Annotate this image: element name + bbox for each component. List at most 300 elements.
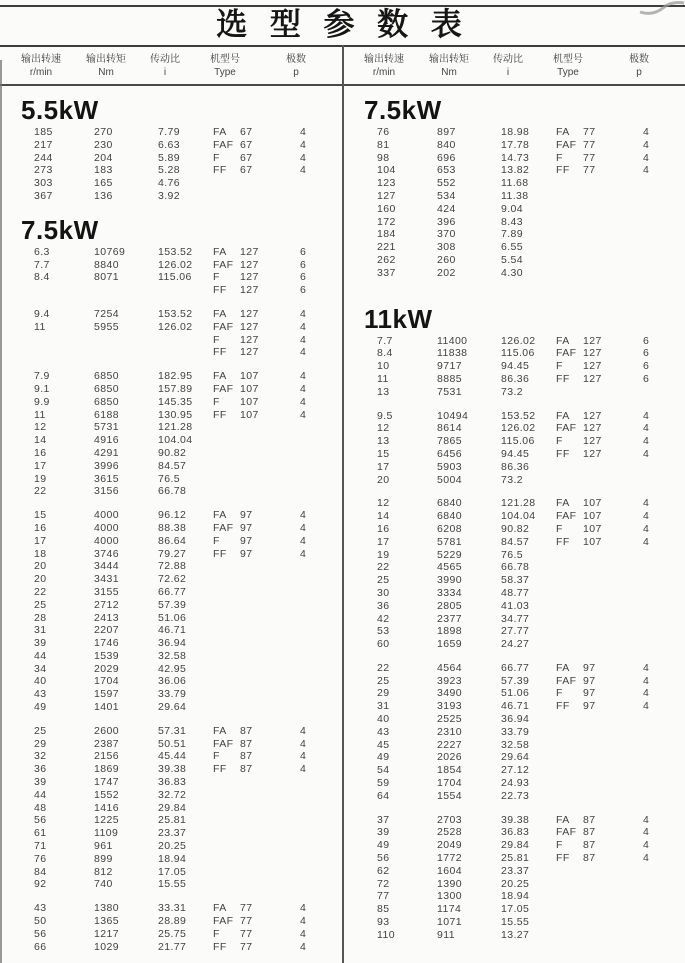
cell-type-size: 127 [240,307,259,320]
cell-type-prefix: F [213,927,220,940]
cell-speed: 11 [34,408,46,421]
cell-speed: 43 [34,688,47,701]
cell-ratio: 153.52 [158,245,193,258]
cell-speed: 43 [34,902,47,915]
table-row [343,448,685,461]
cell-type-size: 127 [240,271,259,284]
cell-speed: 18 [34,547,47,560]
cell-ratio: 66.77 [158,585,187,598]
cell-ratio: 73.2 [501,473,524,486]
cell-type-prefix: FF [556,700,570,713]
cell-type-size: 107 [240,382,259,395]
cell-speed: 92 [34,878,47,891]
table-row [343,228,685,241]
cell-torque: 6840 [437,510,462,523]
table-row [343,164,685,177]
cell-type-prefix [213,434,240,447]
cell-speed: 56 [377,852,390,865]
cell-type-prefix: FAF [556,422,577,435]
cell-poles [300,701,340,714]
table-row [0,789,342,802]
cell-poles [643,790,683,803]
cell-speed: 15 [377,447,390,460]
cell-type-size [583,216,643,229]
cell-type-size [240,802,300,815]
cell-speed: 172 [377,215,396,228]
table-row [343,241,685,254]
cell-type-prefix [556,625,583,638]
cell-type-size [583,777,643,790]
cell-poles: 4 [300,307,307,320]
cell-type-prefix [556,713,583,726]
table-row [343,139,685,152]
column-header-unit: Type [557,67,579,78]
column-header-label: 输出转速 [364,54,404,65]
cell-type-prefix: FF [556,372,570,385]
cell-type-prefix [213,688,240,701]
table-row [0,701,342,714]
cell-speed: 93 [377,916,390,929]
cell-type-prefix [213,460,240,473]
table-row [343,474,685,487]
cell-torque: 2600 [94,724,119,737]
cell-speed: 217 [34,138,53,151]
cell-ratio: 18.94 [158,852,187,865]
cell-type-prefix: FAF [213,737,234,750]
cell-type-size [583,461,643,474]
cell-speed: 17 [34,534,47,547]
cell-ratio: 29.84 [501,839,530,852]
cell-speed: 19 [377,548,390,561]
cell-type-prefix: F [213,395,220,408]
cell-torque: 897 [437,126,456,138]
cell-type-size [240,701,300,714]
cell-speed: 56 [34,927,47,940]
cell-speed: 77 [377,890,390,903]
table-row [343,267,685,280]
cell-poles: 4 [643,138,650,151]
cell-type-prefix: FF [213,763,227,776]
cell-type-size: 77 [240,902,253,915]
cell-torque: 204 [94,151,113,164]
cell-ratio: 86.64 [158,534,187,547]
cell-torque: 396 [437,215,456,228]
cell-poles [300,878,340,891]
cell-ratio: 4.30 [501,266,524,279]
cell-speed: 22 [377,661,390,674]
column-header-label: 机型号 [210,54,240,65]
cell-speed: 7.9 [34,370,50,383]
cell-type-prefix [213,853,240,866]
cell-type-size [240,789,300,802]
column-header-3 [543,53,593,79]
cell-type-prefix: FAF [213,138,234,151]
cell-ratio: 5.28 [158,164,181,177]
cell-speed: 62 [377,864,390,877]
cell-ratio [158,284,213,297]
cell-torque: 8614 [437,422,462,435]
cell-poles [643,600,683,613]
cell-ratio: 96.12 [158,509,187,522]
cell-type-prefix: FF [556,535,570,548]
cell-type-prefix [556,177,583,190]
cell-poles [300,663,340,676]
cell-torque: 1554 [437,789,462,802]
cell-type-size [583,739,643,752]
cell-type-size [583,790,643,803]
cell-torque: 1539 [94,649,119,662]
cell-type-prefix [213,802,240,815]
cell-speed: 44 [34,649,47,662]
cell-torque: 6850 [94,382,119,395]
cell-ratio: 28.89 [158,915,187,928]
cell-speed: 84 [34,865,47,878]
cell-speed: 20 [34,560,47,573]
cell-type-prefix [556,254,583,267]
cell-torque: 552 [437,177,456,190]
cell-ratio: 33.79 [158,688,187,701]
cell-poles [300,447,340,460]
cell-speed: 31 [34,624,47,637]
cell-type-size [583,638,643,651]
cell-poles: 4 [643,522,650,535]
cell-type-prefix: FF [213,547,227,560]
cell-type-prefix [213,560,240,573]
row-group [343,662,685,803]
cell-type-prefix [213,789,240,802]
table-row [343,826,685,839]
cell-type-size [240,853,300,866]
header-group-right [343,48,685,84]
table-row [343,461,685,474]
cell-type-prefix [556,751,583,764]
table-row [343,726,685,739]
cell-ratio: 104.04 [501,510,536,523]
cell-poles [643,267,683,280]
cell-speed: 22 [34,485,47,498]
cell-poles: 4 [643,674,650,687]
cell-poles: 4 [643,687,650,700]
cell-ratio: 76.5 [501,548,524,561]
cell-poles [643,878,683,891]
cell-type-prefix: FF [213,940,227,953]
cell-ratio: 153.52 [158,307,193,320]
cell-ratio: 24.27 [501,638,530,651]
cell-ratio: 121.28 [501,497,536,510]
table-row [0,915,342,928]
cell-speed: 54 [377,764,390,777]
cell-type-prefix [556,916,583,929]
cell-type-prefix: FF [213,164,227,177]
cell-ratio: 121.28 [158,421,193,434]
cell-speed: 110 [377,928,395,941]
cell-type-size: 127 [583,435,602,448]
cell-ratio: 51.06 [501,687,530,700]
cell-ratio: 6.63 [158,138,181,151]
row-group [0,126,342,203]
table-row [343,764,685,777]
cell-type-size [240,573,300,586]
cell-type-prefix [213,814,240,827]
cell-ratio: 157.89 [158,382,193,395]
header-group-left [0,48,342,84]
table-row [0,152,342,165]
cell-speed: 9.1 [34,382,50,395]
cell-ratio: 51.06 [158,611,187,624]
cell-type-prefix [213,586,240,599]
cell-poles [300,485,340,498]
cell-type-prefix: FAF [556,510,577,523]
cell-poles [643,865,683,878]
cell-torque: 4564 [437,661,462,674]
cell-ratio: 153.52 [501,409,536,422]
cell-ratio: 130.95 [158,408,193,421]
cell-speed: 49 [34,701,47,714]
table-row [0,509,342,522]
cell-speed: 6.3 [34,245,50,258]
cell-speed: 273 [34,164,53,177]
cell-type-size: 127 [240,320,259,333]
cell-speed: 66 [34,940,47,953]
cell-poles: 4 [643,151,650,164]
cell-type-size [240,827,300,840]
cell-type-prefix: FF [556,852,570,865]
table-row [0,599,342,612]
cell-torque: 1704 [437,777,462,790]
cell-poles: 6 [643,360,650,373]
cell-type-prefix [556,561,583,574]
table-row [343,777,685,790]
cell-ratio: 115.06 [158,271,192,284]
table-row [343,878,685,891]
column-header-unit: i [163,67,167,78]
table-row [0,370,342,383]
panel-left [0,87,342,963]
cell-speed: 11 [34,320,46,333]
cell-type-size [240,663,300,676]
cell-speed: 64 [377,789,390,802]
cell-torque: 1029 [94,940,119,953]
cell-speed: 123 [377,177,396,190]
cell-type-size [240,776,300,789]
cell-type-prefix: FAF [556,347,577,360]
cell-speed: 15 [34,509,47,522]
cell-torque: 1380 [94,902,119,915]
cell-type-size: 77 [240,927,253,940]
cell-poles [300,650,340,663]
cell-poles [300,802,340,815]
cell-speed: 49 [377,751,390,764]
table-row [343,929,685,942]
table-row [0,421,342,434]
cell-ratio: 94.45 [501,360,530,373]
cell-poles [643,613,683,626]
column-header-unit: p [636,67,642,78]
cell-type-prefix [213,701,240,714]
cell-speed: 98 [377,151,390,164]
cell-type-size [240,814,300,827]
table-row [0,688,342,701]
cell-type-size: 87 [240,763,253,776]
cell-speed: 31 [377,700,390,713]
cell-type-prefix: FA [213,902,227,915]
table-row [343,497,685,510]
row-group [0,725,342,891]
table-row [0,346,342,359]
cell-type-prefix [556,267,583,280]
cell-type-size [583,865,643,878]
cell-type-size: 107 [583,510,602,523]
table-row [343,335,685,348]
cell-ratio [158,334,213,347]
cell-type-prefix: FF [556,447,570,460]
table-row [0,460,342,473]
cell-type-prefix [213,177,240,190]
cell-type-prefix [556,474,583,487]
cell-torque: 3990 [437,574,462,587]
cell-speed: 16 [34,521,47,534]
cell-speed: 19 [34,472,47,485]
cell-type-prefix: FA [213,724,227,737]
cell-poles: 4 [643,661,650,674]
cell-ratio: 21.77 [158,940,187,953]
table-row [343,126,685,139]
table-row [0,675,342,688]
column-header-label: 传动比 [150,54,180,65]
cell-poles: 4 [300,509,307,522]
table-row [0,814,342,827]
cell-torque: 3193 [437,700,462,713]
table-row [343,254,685,267]
cell-poles: 4 [643,447,650,460]
cell-type-size [583,203,643,216]
cell-type-prefix: F [556,435,563,448]
cell-torque: 6188 [94,408,119,421]
section-heading: 7.5kW [364,95,442,125]
table-row [0,776,342,789]
cell-torque: 10494 [437,409,469,422]
cell-torque: 2712 [94,598,119,611]
cell-type-size: 97 [583,700,596,713]
table-row [0,941,342,954]
table-row [343,347,685,360]
cell-torque: 7531 [437,385,462,398]
cell-ratio: 17.78 [501,138,530,151]
cell-poles [300,814,340,827]
cell-type-size: 97 [240,521,253,534]
cell-poles [643,638,683,651]
table-row [343,700,685,713]
cell-poles [643,386,683,399]
cell-type-size: 127 [583,447,602,460]
cell-poles: 4 [300,164,307,177]
cell-type-size [583,751,643,764]
row-group [0,308,342,359]
cell-type-prefix: FA [213,245,227,258]
cell-type-size [583,625,643,638]
cell-type-prefix: FAF [556,826,577,839]
cell-type-size [583,549,643,562]
cell-torque [94,334,158,347]
table-row [343,190,685,203]
cell-type-prefix: F [213,534,220,547]
table-row [0,396,342,409]
cell-poles [300,190,340,203]
cell-type-size: 127 [240,245,259,258]
cell-type-size [240,624,300,637]
cell-torque: 1597 [94,688,119,701]
cell-type-prefix [213,866,240,879]
cell-poles: 6 [300,271,307,284]
table-row [0,637,342,650]
table-row [0,383,342,396]
cell-ratio: 29.64 [158,701,187,714]
table-row [0,522,342,535]
cell-type-size [240,177,300,190]
cell-type-prefix [213,663,240,676]
cell-type-size [583,764,643,777]
cell-speed: 337 [377,266,396,279]
cell-speed: 104 [377,164,396,177]
cell-ratio: 25.81 [158,814,187,827]
cell-ratio: 66.78 [158,485,187,498]
cell-ratio: 5.89 [158,151,181,164]
cell-type-size: 87 [583,826,596,839]
cell-type-prefix: FA [556,497,570,510]
cell-ratio: 11.38 [501,189,529,202]
cell-poles [300,177,340,190]
cell-type-size [240,421,300,434]
cell-speed: 43 [377,725,390,738]
cell-type-prefix [213,190,240,203]
cell-torque: 653 [437,164,456,177]
cell-torque: 4000 [94,509,119,522]
cell-speed: 7.7 [34,258,50,271]
table-row [343,890,685,903]
cell-type-prefix [213,675,240,688]
cell-speed: 81 [377,138,390,151]
cell-type-prefix: FF [213,346,227,359]
cell-ratio: 90.82 [158,446,187,459]
table-row [0,928,342,941]
cell-ratio: 5.54 [501,253,524,266]
cell-speed: 53 [377,625,390,638]
cell-type-size [583,177,643,190]
cell-type-prefix [213,612,240,625]
cell-speed: 221 [377,241,396,254]
cell-ratio: 32.58 [158,649,187,662]
cell-speed: 13 [377,435,390,448]
cell-poles: 4 [643,535,650,548]
table-row [343,203,685,216]
cell-type-prefix: FAF [213,382,234,395]
table-row [0,840,342,853]
cell-type-size [583,903,643,916]
cell-torque: 2703 [437,813,462,826]
table-row [0,284,342,297]
cell-ratio: 84.57 [158,459,187,472]
cell-type-prefix: FAF [213,521,234,534]
cell-speed [34,284,94,297]
cell-speed: 39 [34,637,47,650]
cell-type-size [240,485,300,498]
cell-type-size [240,447,300,460]
cell-speed: 25 [377,674,390,687]
column-header-2 [130,53,200,79]
cell-poles [643,561,683,574]
cell-ratio: 90.82 [501,522,530,535]
cell-poles [300,434,340,447]
